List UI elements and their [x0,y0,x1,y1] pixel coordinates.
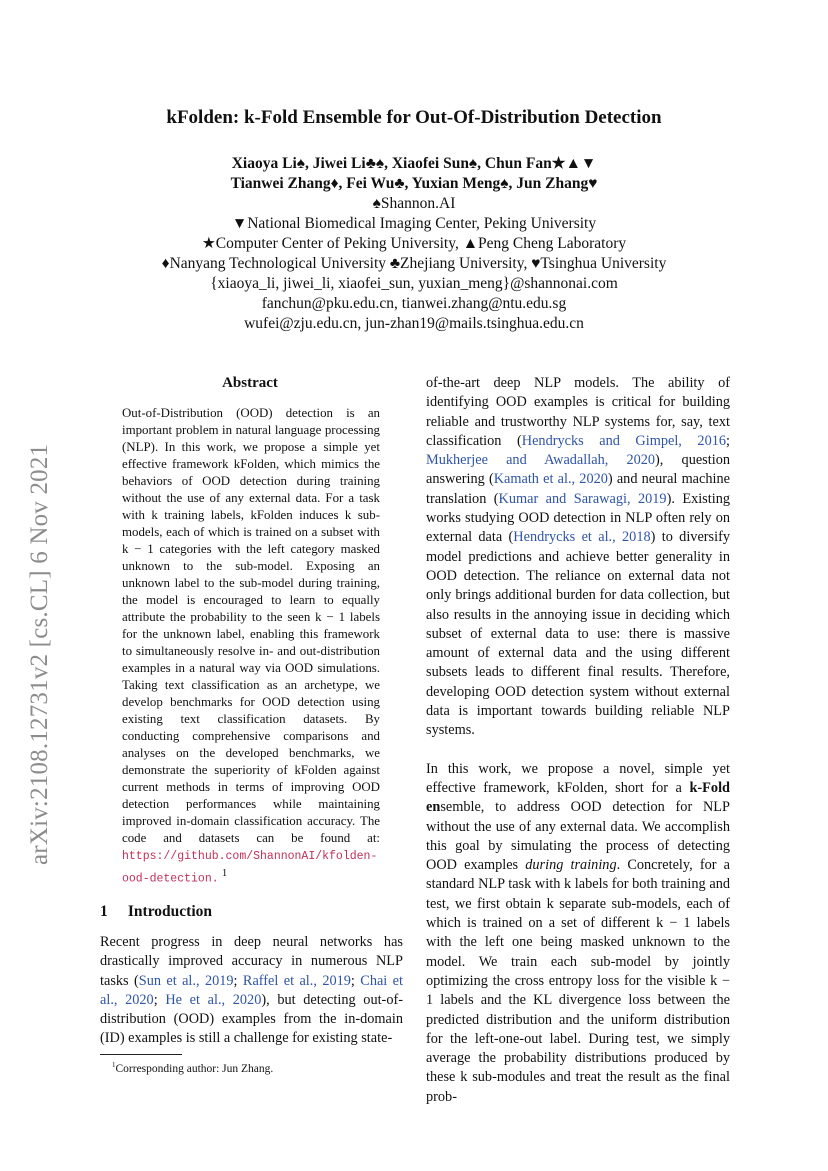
email-line-1: {xiaoya_li, jiwei_li, xiaofei_sun, yuxian_meng}@shannonai.com [210,275,618,292]
emphasis-text: during training [525,857,617,874]
citation-link[interactable]: Hendrycks et al., 2018 [513,529,651,546]
arxiv-identifier-text: arXiv:2108.12731v2 [cs.CL] 6 Nov 2021 [26,443,53,865]
arxiv-identifier-stamp [18,365,58,865]
body-text: . Concretely, for a standard NLP task with k labels for both training and test, we first obtain k separate sub-models, each of which is trained on a set of different k − 1 labels with the left one being masked unknown to the model. We train each sub-model by jointly optimizing the cross entropy loss for the visible k − 1 labels and the KL divergence loss between the predicted distribution and the uniform distribution for the left-one-out label. During test, we simply average the probability distributions produced by these k sub-modules and treat the result as the final prob- [426,857,730,1105]
body-text: of-the-art deep NLP models. The ability of identifying OOD examples is critical for building reliable and trustworthy NLP systems for, say, text classification ( [426,375,730,449]
author-block [80,154,748,334]
footnote-marker[interactable]: 1 [221,867,228,879]
affiliation-1: ♠Shannon.AI [372,195,456,212]
affiliation-2: ▼National Biomedical Imaging Center, Peking University [231,215,597,232]
abstract-heading: Abstract [222,375,278,391]
author-line-1: Xiaoya Li♠, Jiwei Li♣♠, Xiaofei Sun♠, Chun Fan★▲▼ [231,155,597,172]
intro-text-b: ), but detecting out-of-distribution (OOD) examples from the in-domain (ID) examples is still a challenge for existing state- [100,991,403,1047]
body-text: ). Existing works studying OOD detection in NLP often rely on external data ( [426,490,730,546]
footnote-divider [100,1054,182,1055]
email-line-2: fanchun@pku.edu.cn, tianwei.zhang@ntu.edu.sg [261,295,567,312]
section-title: Introduction [127,903,212,920]
affiliation-3: ★Computer Center of Peking University, ▲Peng Cheng Laboratory [201,235,627,252]
right-paragraph-1: of-the-art deep NLP models. The ability of identifying OOD examples is critical for building reliable and trustworthy NLP systems for, say, text classification (Hendrycks and Gimpel, 2016; Mukherjee and Awadallah, 2020), question answering (Kamath et al., 2020) and neural machine translation (Kumar and Sarawagi, 2019). Existing works studying OOD detection in NLP often rely on external data (Hendrycks et al., 2018) to diversify model predictions and achieve better generality in OOD detection. The reliance on external data not only brings additional burden for data collection, but also results in the annoying issue in deciding which subset of external data to use: there is massive amount of external data and the using different subsets leads to different final results. Therefore, developing OOD detection system without external data is important towards building reliable NLP systems. [426,375,731,739]
email-line-3: wufei@zju.edu.cn, jun-zhan19@mails.tsinghua.edu.cn [244,315,584,332]
intro-text-a: Recent progress in deep neural networks has drastically improved accuracy in numerous NLP tasks ( [100,934,403,989]
author-line-2: Tianwei Zhang♦, Fei Wu♣, Yuxian Meng♠, Jun Zhang♥ [230,175,598,192]
right-column [426,374,730,1107]
citation-link[interactable]: Sun et al., 2019 [138,972,234,989]
body-text: ) to diversify model predictions and achieve better generality in OOD detection. The reliance on external data not only brings additional burden for data collection, but also results in the annoying issue in deciding which subset of external data to use: there is massive amount of external data and the using different subsets leads to different final results. Therefore, developing OOD detection system without external data is important towards building reliable NLP systems. [426,529,730,739]
citation-link[interactable]: Chai et al., 2020 [100,972,403,1008]
citation-link[interactable]: Kumar and Sarawagi, 2019 [498,490,667,507]
paper-title: kFolden: k-Fold Ensemble for Out-Of-Distribution Detection [166,107,662,128]
body-text: semble, to address OOD detection for NLP without the use of any external data. We accomplish this goal by simulating the process of detecting OOD examples [426,799,730,874]
section-heading-introduction [100,903,212,921]
footnote [112,1061,273,1075]
bold-term: k-Fold [689,779,730,796]
intro-paragraph-left: Recent progress in deep neural networks has drastically improved accuracy in numerous NLP tasks (Sun et al., 2019; Raffel et al., 2019; Chai et al., 2020; He et al., 2020), but detecting out-of-distribution (OOD) examples from the in-domain (ID) examples is still a challenge for existing state- [100,934,403,1047]
abstract-text: Out-of-Distribution (OOD) detection is an important problem in natural language processing (NLP). In this work, we propose a simple yet effective framework kFolden, which mimics the behaviors of OOD detection during training without the use of any external data. For a task with k training labels, kFolden induces k sub-models, each of which is trained on a subset with k − 1 categories with the left category masked unknown to the sub-model. Exposing an unknown label to the sub-model during training, the model is encouraged to learn to equally attribute the probability to the seen k − 1 labels for the unknown label, enabling this framework to simultaneously resolve in- and out-distribution examples in a natural way via OOD simulations. Taking text classification as an archetype, we develop benchmarks for OOD detection using existing text classification datasets. By conducting comprehensive comparisons and analyses on the developed benchmarks, we demonstrate the superiority of kFolden against current methods in terms of improving OOD detection performances while maintaining improved in-domain classification accuracy. The code and datasets can be found at: [122,406,380,845]
affiliation-4: ♦Nanyang Technological University ♣Zhejiang University, ♥Tsinghua University [161,255,667,272]
citation-link[interactable]: Hendrycks and Gimpel, 2016 [521,432,727,449]
citation-link[interactable]: Mukherjee and Awadallah, 2020 [426,452,656,469]
section-number: 1 [100,903,108,920]
citation-link[interactable]: Kamath et al., 2020 [493,471,608,488]
code-link[interactable]: https://github.com/ShannonAI/kfolden-ood-detection. [122,850,378,886]
bold-term: en [426,799,441,816]
footnote-text: Corresponding author: Jun Zhang. [115,1062,274,1075]
body-text: ), question answering ( [426,452,730,488]
citation-link[interactable]: He et al., 2020 [165,991,262,1008]
body-text: In this work, we propose a novel, simple yet effective framework, kFolden, short for a [426,760,730,796]
citation-link[interactable]: Raffel et al., 2019 [242,972,351,989]
footnote-number: 1 [112,1061,116,1069]
right-paragraph-2 [426,760,730,1107]
body-text: ) and neural machine translation ( [426,471,730,507]
abstract-body [122,405,380,887]
